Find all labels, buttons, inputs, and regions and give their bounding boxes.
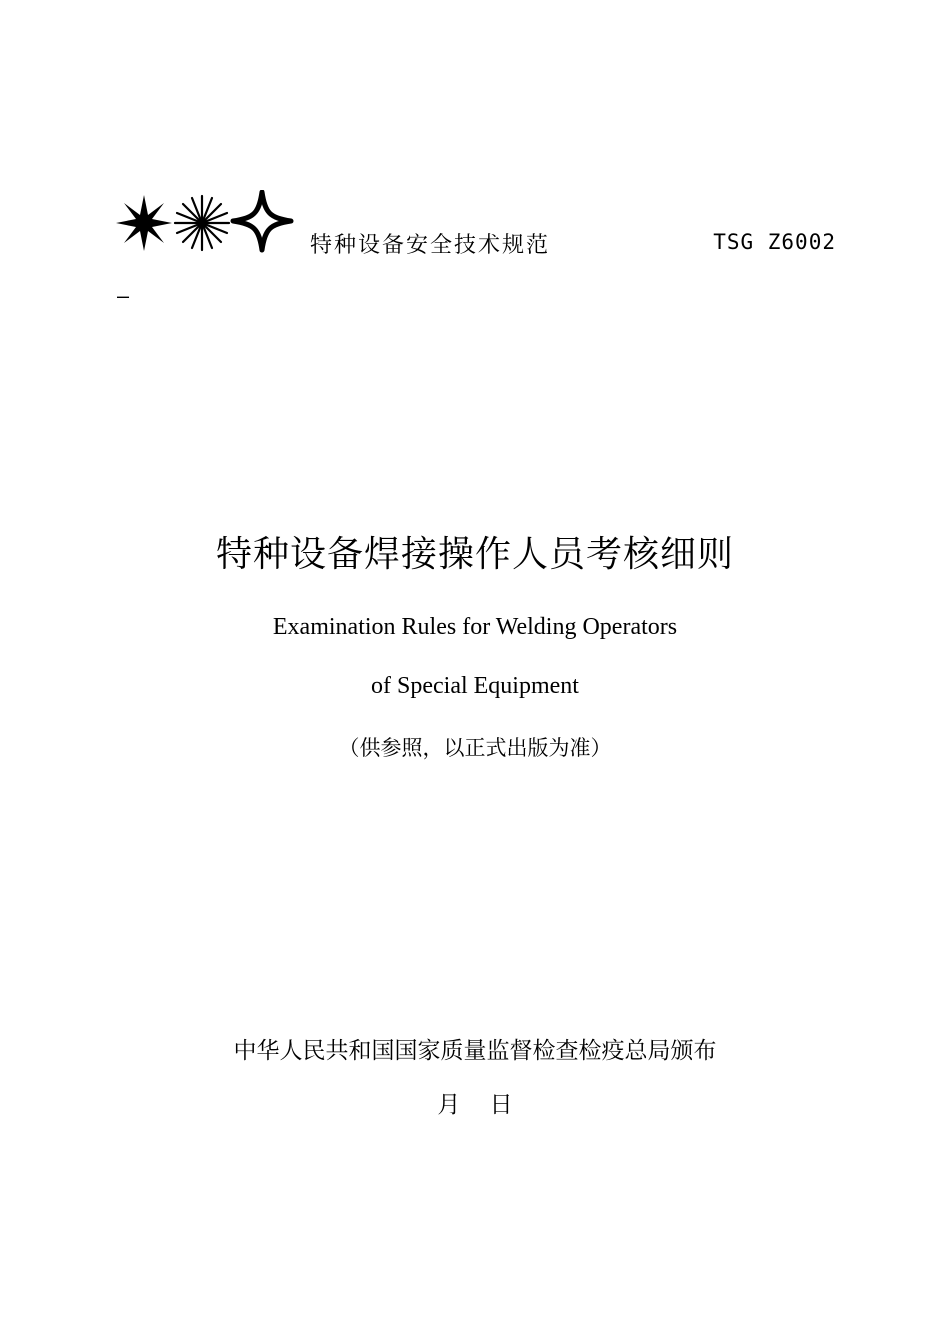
document-header <box>114 190 844 260</box>
reference-note: （供参照，以正式出版为准） <box>338 736 612 760</box>
four-point-star-icon <box>233 192 291 250</box>
asterisk-star-icon <box>175 196 229 250</box>
standard-number: TSG Z6002 <box>713 230 836 254</box>
eight-point-star-icon <box>116 195 172 251</box>
header-dash: — <box>117 284 130 308</box>
spec-logo <box>114 190 294 256</box>
document-title-chinese: 特种设备焊接操作人员考核细则 <box>215 534 734 575</box>
issue-date: 月 日 <box>437 1092 513 1118</box>
spec-series-label: 特种设备安全技术规范 <box>310 233 551 258</box>
document-title-english-line2: of Special Equipment <box>371 673 579 699</box>
issuing-authority: 中华人民共和国国家质量监督检查检疫总局颁布 <box>233 1038 717 1064</box>
document-title-english-line1: Examination Rules for Welding Operators <box>272 614 678 640</box>
